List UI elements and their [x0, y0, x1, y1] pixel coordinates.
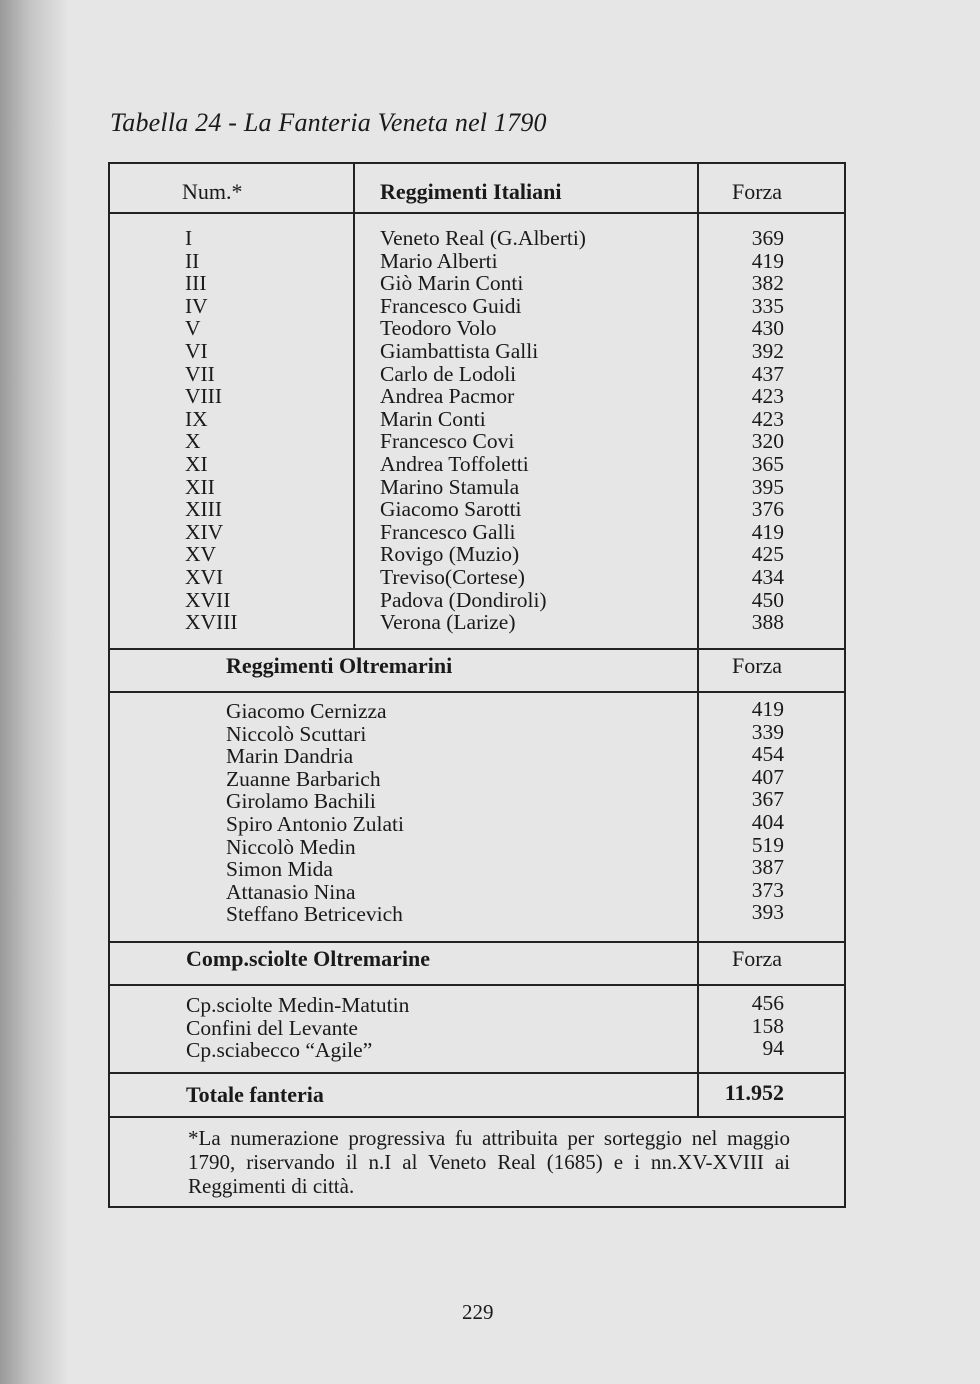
- overseas-force: 519: [751, 832, 784, 857]
- italian-num: III: [185, 271, 207, 296]
- italian-regiment-name: Francesco Covi: [380, 429, 515, 454]
- italian-regiment-name: Giacomo Sarotti: [380, 497, 522, 522]
- infantry-table: [108, 162, 846, 1208]
- page-edge-shadow: [0, 0, 70, 1384]
- page-number: 229: [462, 1300, 494, 1324]
- overseas-regiment-name: Zuanne Barbarich: [226, 766, 381, 791]
- italian-num: IV: [185, 293, 208, 318]
- overseas-regiment-name: Niccolò Scuttari: [226, 721, 367, 746]
- rule-italian-header: [110, 212, 844, 214]
- italian-regiments-header: Reggimenti Italiani: [380, 179, 562, 204]
- italian-num: I: [185, 226, 193, 250]
- italian-regiment-name: Andrea Pacmor: [380, 384, 515, 409]
- italian-force: 430: [751, 316, 784, 341]
- italian-regiment-name: Rovigo (Muzio): [380, 542, 520, 567]
- force-header: Forza: [731, 179, 783, 204]
- italian-force: 423: [751, 406, 784, 431]
- rule-total-top: [110, 1072, 844, 1074]
- italian-force: 395: [751, 474, 784, 499]
- table-caption: Tabella 24 - La Fanteria Veneta nel 1790: [110, 108, 547, 137]
- italian-force: 369: [751, 226, 784, 250]
- rule-force-column: [697, 164, 699, 1116]
- italian-regiment-name: Treviso(Cortese): [380, 564, 525, 589]
- italian-force: 450: [751, 587, 784, 612]
- italian-num: XVI: [185, 564, 224, 589]
- italian-num: XII: [185, 474, 215, 499]
- company-name: Cp.sciabecco “Agile”: [186, 1038, 373, 1063]
- italian-num: IX: [185, 406, 208, 431]
- italian-force: 392: [751, 338, 784, 363]
- italian-force: 376: [751, 497, 784, 522]
- total-label: Totale fanteria: [186, 1082, 324, 1107]
- italian-num: XV: [185, 542, 217, 567]
- italian-regiment-name: Francesco Galli: [380, 519, 516, 544]
- italian-num: V: [185, 316, 201, 341]
- total-value: 11.952: [724, 1080, 784, 1105]
- overseas-force: 454: [751, 742, 784, 767]
- italian-force: 388: [751, 610, 784, 635]
- rule-overseas-header: [110, 691, 844, 693]
- companies-force-header: Forza: [731, 946, 783, 971]
- overseas-regiment-name: Simon Mida: [226, 857, 333, 882]
- overseas-regiment-name: Marin Dandria: [226, 744, 354, 769]
- italian-regiment-name: Marin Conti: [380, 406, 486, 431]
- italian-regiment-name: Andrea Toffoletti: [380, 451, 529, 476]
- rule-companies-top: [110, 941, 844, 943]
- company-name: Confini del Levante: [186, 1015, 358, 1040]
- italian-force: 320: [751, 429, 784, 454]
- italian-num: II: [185, 248, 200, 273]
- company-name: Cp.sciolte Medin-Matutin: [186, 993, 410, 1017]
- italian-regiment-name: Giò Marin Conti: [380, 271, 524, 296]
- overseas-regiment-name: Spiro Antonio Zulati: [226, 811, 404, 836]
- italian-num: VI: [185, 338, 208, 363]
- italian-regiment-name: Veneto Real (G.Alberti): [380, 226, 586, 250]
- italian-num: XI: [185, 451, 208, 476]
- overseas-force: 387: [751, 855, 784, 880]
- companies-name-column: [186, 994, 409, 1062]
- italian-force-column: [710, 227, 784, 634]
- rule-companies-header: [110, 984, 844, 986]
- overseas-force: 393: [751, 900, 784, 925]
- companies-force-column: [710, 992, 784, 1060]
- company-force: 158: [751, 1013, 784, 1038]
- italian-regiment-name: Mario Alberti: [380, 248, 498, 273]
- overseas-force: 419: [751, 697, 784, 721]
- overseas-force: 407: [751, 764, 784, 789]
- overseas-force-column: [710, 698, 784, 924]
- italian-regiment-name: Verona (Larize): [380, 610, 516, 635]
- italian-force: 365: [751, 451, 784, 476]
- italian-num: VII: [185, 361, 215, 386]
- rule-overseas-top: [110, 648, 844, 650]
- overseas-regiments-header: Reggimenti Oltremarini: [226, 653, 453, 678]
- italian-force: 382: [751, 271, 784, 296]
- italian-regiment-name: Teodoro Volo: [380, 316, 497, 341]
- companies-header: Comp.sciolte Oltremarine: [186, 946, 430, 971]
- overseas-regiment-name: Steffano Betricevich: [226, 902, 403, 927]
- italian-num: X: [185, 429, 201, 454]
- company-force: 456: [751, 991, 784, 1015]
- italian-regiment-name: Giambattista Galli: [380, 338, 539, 363]
- italian-regiment-name: Padova (Dondiroli): [380, 587, 547, 612]
- italian-force: 419: [751, 519, 784, 544]
- italian-force: 425: [751, 542, 784, 567]
- overseas-force: 339: [751, 719, 784, 744]
- overseas-regiment-name: Niccolò Medin: [226, 834, 356, 859]
- rule-total-bottom: [110, 1116, 844, 1118]
- overseas-regiment-name: Attanasio Nina: [226, 879, 356, 904]
- italian-regiment-name: Marino Stamula: [380, 474, 520, 499]
- overseas-force: 373: [751, 877, 784, 902]
- overseas-regiment-name: Girolamo Bachili: [226, 789, 376, 814]
- overseas-force-header: Forza: [731, 653, 783, 678]
- italian-num: XIV: [185, 519, 224, 544]
- italian-num: VIII: [185, 384, 223, 409]
- italian-num: XIII: [185, 497, 223, 522]
- num-header: Num.*: [182, 179, 243, 204]
- rule-num-column: [353, 164, 355, 648]
- italian-force: 423: [751, 384, 784, 409]
- italian-num: XVII: [185, 587, 231, 612]
- overseas-force: 367: [751, 787, 784, 812]
- italian-num-column: [185, 227, 238, 634]
- italian-regiment-name: Francesco Guidi: [380, 293, 522, 318]
- italian-force: 419: [751, 248, 784, 273]
- italian-num: XVIII: [185, 610, 238, 635]
- overseas-name-column: [226, 700, 404, 926]
- italian-force: 434: [751, 564, 784, 589]
- italian-force: 335: [751, 293, 784, 318]
- footnote: *La numerazione progressiva fu attribuita per sorteggio nel maggio 1790, riservando il n.I al Veneto Real (1685) e i nn.XV-XVIII ai Reggimenti di città.: [188, 1126, 790, 1198]
- overseas-force: 404: [751, 809, 784, 834]
- overseas-regiment-name: Giacomo Cernizza: [226, 699, 387, 723]
- company-force: 94: [762, 1036, 784, 1061]
- italian-force: 437: [751, 361, 784, 386]
- italian-regiment-name: Carlo de Lodoli: [380, 361, 517, 386]
- italian-name-column: [380, 227, 586, 634]
